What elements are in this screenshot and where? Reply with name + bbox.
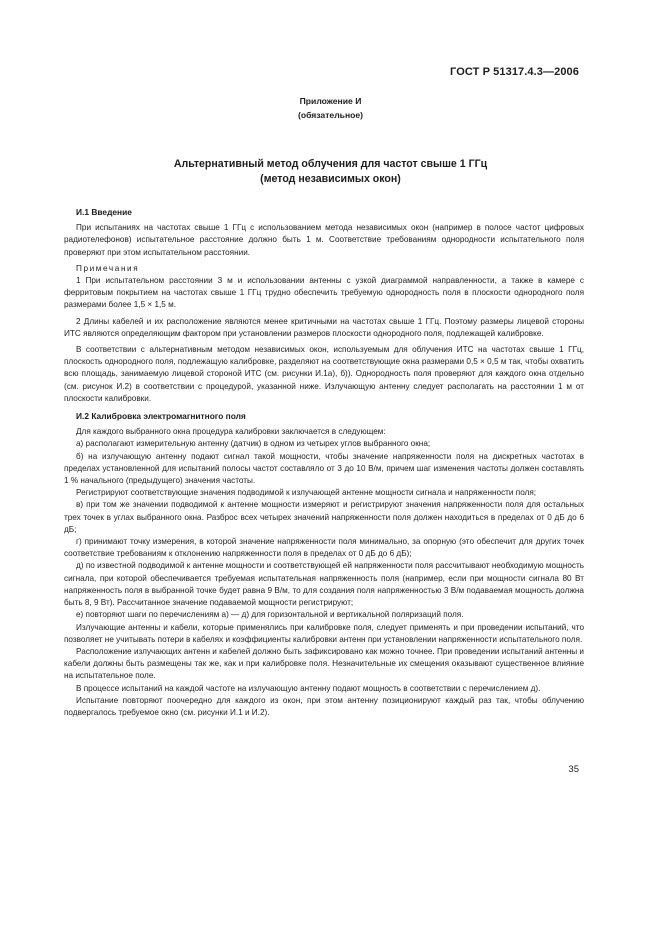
paragraph: Расположение излучающих антенн и кабелей должно быть зафиксировано как можно точнее. При проведении испытаний антенны и кабели должны быть размещены так же, как и при калибровке поля. Незначительные их смещения оказывают существенное влияние на испытательное поле. bbox=[64, 646, 584, 681]
list-item: б) на излучающую антенну подают сигнал такой мощности, чтобы значение напряженности поля на дискретных частотах в пределах установленной для испытаний полосы частот составляло от 3 до 10 В/м, причем шаг изменения частоты должен составлять 1 % начального (предыдущего) значения частоты. bbox=[64, 451, 584, 486]
paragraph: В процессе испытаний на каждой частоте на излучающую антенну подают мощность в соответствии с перечислением д). bbox=[76, 683, 541, 693]
list-item: г) принимают точку измерения, в которой значение напряженности поля минимально, за опорную (это обеспечит для других точек соответствие требованиям к отклонению напряженности поля в пределах от 0 дБ до 6 дБ); bbox=[64, 537, 584, 559]
appendix-name: Приложение И bbox=[299, 96, 362, 106]
list-item: е) повторяют шаги по перечислениям а) — д) для горизонтальной и вертикальной поляризаций поля. bbox=[76, 610, 464, 620]
paragraph: В соответствии с альтернативным методом независимых окон, используемым для облучения ИТС на частотах свыше 1 ГГц, плоскость однородного поля, подлежащую калибровке, разделяют на соответствующие окна размерами 0,5 × 0,5 м так, чтобы охватить всю площадь, занимаемую лицевой стороной ИТС (см. рисунки И.1а), б)). Однородность поля проверяют для каждого окна отдельно (см. рисунок И.2) в соответствии с процедурой, указанной ниже. Излучающую антенну следует располагать на расстоянии 1 м от плоскости калибровки. bbox=[64, 345, 584, 403]
appendix-heading bbox=[0, 94, 661, 122]
paragraph: Испытание повторяют поочередно для каждого из окон, при этом антенну позиционируют каждый раз так, чтобы облучению подвергалось требуемое окно (см. рисунки И.1 и И.2). bbox=[64, 695, 584, 717]
list-item: д) по известной подводимой к антенне мощности и соответствующей ей напряженности поля рассчитывают необходимую мощность сигнала, при которой обеспечивается требуемая испытательная напряженность поля (например, если при мощности сигнала 80 Вт напряженность поля в выбранной точке будет равна 9 В/м, то для создания поля напряженностью 3 В/м подаваемая мощность должна быть 8, 9 Вт). Рассчитанное значение подаваемой мощности регистрируют; bbox=[64, 561, 584, 608]
annex-title-line1: Альтернативный метод облучения для частот свыше 1 ГГц bbox=[173, 158, 488, 170]
paragraph: При испытаниях на частотах свыше 1 ГГц с использованием метода независимых окон (например в полосе частот цифровых радиотелефонов) испытательное расстояние должно быть 1 м. Соответствие требованиям однородности испытательного поля проверяют при этом испытательном расстоянии. bbox=[64, 223, 584, 257]
standard-designation: ГОСТ Р 51317.4.3—2006 bbox=[450, 66, 579, 78]
section-heading-calibration: И.2 Калибровка электромагнитного поля bbox=[76, 411, 246, 422]
annex-title-line2: (метод независимых окон) bbox=[260, 173, 401, 185]
notes-label: Примечания bbox=[76, 263, 140, 273]
appendix-status: (обязательное) bbox=[297, 110, 364, 120]
paragraph: Для каждого выбранного окна процедура калибровки заключается в следующем: bbox=[76, 427, 386, 437]
note-item: 2 Длины кабелей и их расположение являются менее критичными на частотах свыше 1 ГГц. Поэтому размеры лицевой стороны ИТС являются определяющим фактором при установлении размеров плоскости однородного поля, подлежащей калибровке. bbox=[64, 316, 584, 338]
paragraph: Регистрируют соответствующие значения подводимой к излучающей антенне мощности сигнала и напряженности поля; bbox=[76, 488, 537, 498]
annex-title bbox=[0, 157, 661, 187]
list-item: в) при том же значении подводимой к антенне мощности измеряют и регистрируют значения напряженности поля для остальных трех точек в углах выбранного окна. Разброс всех четырех значений напряженности поля должен находиться в пределах от 0 дБ до 6 дБ; bbox=[64, 500, 584, 534]
document-body bbox=[64, 206, 584, 719]
list-item: а) располагают измерительную антенну (датчик) в одном из четырех углов выбранного окна; bbox=[76, 439, 431, 449]
note-item: 1 При испытательном расстоянии 3 м и использовании антенны с узкой диаграммой направленности, а также в камере с ферритовым покрытием на частотах свыше 1 ГГц трудно обеспечить требуемую однородность поля в плоскости однородного поля размерами более 1,5 × 1,5 м. bbox=[64, 276, 584, 310]
page-number: 35 bbox=[568, 764, 579, 775]
paragraph: Излучающие антенны и кабели, которые применялись при калибровке поля, следует применять и при проведении испытаний, что позволяет не учитывать потери в кабелях и коэффициенты калибровки антенн при установлении напряженности испытательного поля. bbox=[64, 622, 584, 644]
section-heading-introduction: И.1 Введение bbox=[76, 207, 132, 217]
